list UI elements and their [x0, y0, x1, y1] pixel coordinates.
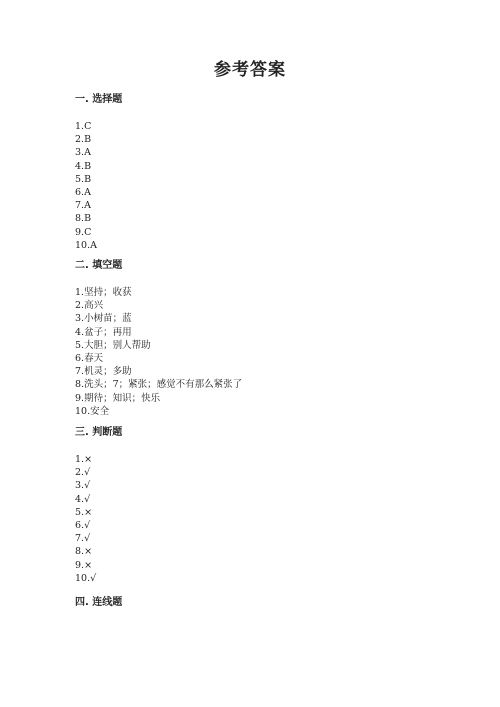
- section-heading: 四. 连线题: [75, 597, 123, 608]
- answer-number: 9.: [75, 559, 85, 571]
- section-fill-in-blank: [75, 259, 435, 418]
- answer-value: ×: [84, 454, 93, 465]
- answer-number: 10.: [75, 572, 91, 584]
- answer-item: [75, 326, 435, 339]
- answer-item: [75, 286, 435, 299]
- answer-value: ×: [84, 546, 93, 558]
- answer-number: 10.: [75, 405, 91, 417]
- answer-list: [75, 286, 435, 418]
- answer-item: [75, 453, 435, 466]
- answer-number: 5.: [75, 173, 85, 185]
- answer-number: 3.: [75, 147, 85, 159]
- answer-number: 10.: [75, 239, 91, 251]
- answer-value: B: [84, 213, 92, 225]
- answer-item: [75, 212, 435, 225]
- answer-number: 3.: [75, 313, 85, 325]
- answer-number: 2.: [75, 134, 85, 146]
- answer-number: 8.: [75, 379, 85, 391]
- section-multiple-choice: [75, 93, 435, 252]
- answer-number: 3.: [75, 480, 85, 492]
- answer-value: A: [90, 239, 97, 251]
- answer-item: [75, 378, 435, 391]
- answer-item: [75, 226, 435, 239]
- answer-value: √: [84, 467, 91, 479]
- answer-number: 2.: [75, 300, 85, 312]
- answer-item: [75, 186, 435, 199]
- answer-number: 4.: [75, 160, 85, 172]
- answer-item: [75, 532, 435, 545]
- answer-value: √: [84, 493, 91, 505]
- answer-number: 6.: [75, 352, 85, 364]
- answer-item: [75, 339, 435, 352]
- answer-value: B: [84, 160, 92, 172]
- answer-item: [75, 352, 435, 365]
- answer-number: 5.: [75, 506, 85, 518]
- answer-item: [75, 365, 435, 378]
- answer-item: [75, 519, 435, 532]
- answer-value: A: [84, 186, 91, 198]
- section-heading: 二. 填空题: [75, 260, 123, 271]
- answer-value: 高兴: [84, 300, 104, 312]
- answer-value: 坚持；收获: [84, 287, 132, 298]
- answer-item: [75, 120, 435, 133]
- answer-value: 春天: [84, 352, 104, 364]
- answer-list: [75, 453, 435, 585]
- answer-number: 9.: [75, 392, 85, 404]
- answer-value: ×: [84, 506, 93, 518]
- answer-number: 4.: [75, 326, 85, 338]
- answer-value: 洗头；7；紧张；感觉不有那么紧张了: [84, 379, 243, 391]
- answer-value: B: [84, 173, 92, 185]
- answer-number: 5.: [75, 339, 85, 351]
- answer-item: [75, 146, 435, 159]
- answer-list: [75, 120, 435, 252]
- answer-number: 9.: [75, 226, 85, 238]
- section-heading: 三. 判断题: [75, 427, 123, 438]
- page-title: 参考答案: [214, 60, 286, 80]
- answer-item: [75, 239, 435, 252]
- answer-value: ×: [84, 559, 93, 571]
- answer-number: 7.: [75, 533, 85, 545]
- answer-item: [75, 299, 435, 312]
- answer-item: [75, 479, 435, 492]
- answer-number: 1.: [75, 454, 85, 465]
- answer-item: [75, 572, 435, 585]
- answer-item: [75, 466, 435, 479]
- section-true-false: [75, 426, 435, 585]
- answer-number: 1.: [75, 287, 85, 298]
- answer-item: [75, 559, 435, 572]
- answer-item: [75, 392, 435, 405]
- answer-item: [75, 160, 435, 173]
- answer-value: √: [84, 480, 91, 492]
- answer-value: √: [90, 572, 97, 584]
- answer-value: 小树苗；蓝: [84, 313, 132, 325]
- answer-value: B: [84, 134, 92, 146]
- answer-item: [75, 173, 435, 186]
- answer-number: 7.: [75, 200, 85, 212]
- answer-number: 2.: [75, 467, 85, 479]
- answer-number: 1.: [75, 121, 85, 132]
- answer-value: C: [84, 121, 92, 132]
- answer-number: 8.: [75, 546, 85, 558]
- answer-value: √: [84, 519, 91, 531]
- answer-item: [75, 506, 435, 519]
- answer-value: A: [84, 147, 91, 159]
- answer-number: 6.: [75, 186, 85, 198]
- answer-item: [75, 312, 435, 325]
- answer-item: [75, 133, 435, 146]
- answer-value: 机灵；多助: [84, 366, 132, 378]
- answer-number: 7.: [75, 366, 85, 378]
- answer-value: A: [84, 200, 91, 212]
- section-heading: 一. 选择题: [75, 94, 123, 105]
- answer-value: 盆子；再用: [84, 326, 132, 338]
- answer-item: [75, 405, 435, 418]
- answer-item: [75, 199, 435, 212]
- answer-value: 安全: [90, 405, 110, 417]
- answer-item: [75, 493, 435, 506]
- answer-item: [75, 545, 435, 558]
- answer-number: 8.: [75, 213, 85, 225]
- section-matching: [75, 596, 435, 623]
- answer-value: 大胆；别人帮助: [84, 339, 151, 351]
- answer-number: 6.: [75, 519, 85, 531]
- answer-number: 4.: [75, 493, 85, 505]
- answer-value: √: [84, 533, 91, 545]
- answer-value: C: [84, 226, 92, 238]
- answer-value: 期待；知识；快乐: [84, 392, 161, 404]
